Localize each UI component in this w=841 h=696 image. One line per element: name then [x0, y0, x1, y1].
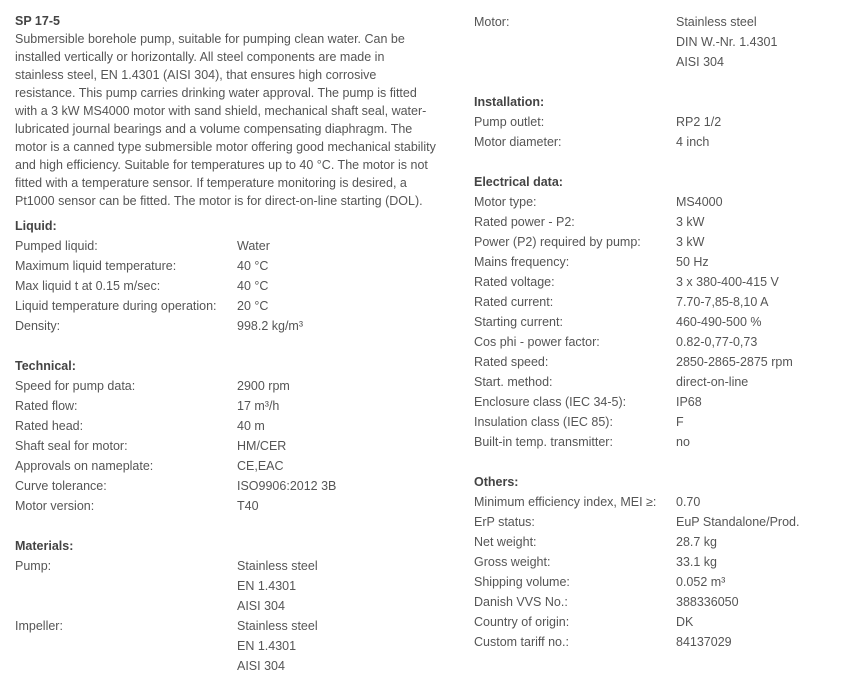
- spec-value: ISO9906:2012 3B: [237, 479, 337, 493]
- spec-value: 40 °C: [237, 279, 269, 293]
- spec-value: 4 inch: [676, 135, 710, 149]
- spec-row-motor-version: [15, 496, 455, 516]
- spec-value: HM/CER: [237, 439, 287, 453]
- spec-label: Cos phi - power factor:: [474, 335, 600, 349]
- spec-section-general: [474, 12, 834, 72]
- spec-value: 20 °C: [237, 299, 269, 313]
- spec-value: 460-490-500 %: [676, 315, 762, 329]
- spec-value: AISI 304: [676, 55, 724, 69]
- spec-value: Water: [237, 239, 270, 253]
- spec-label: Motor type:: [474, 195, 537, 209]
- spec-section-materials: [15, 536, 455, 676]
- spec-label: Insulation class (IEC 85):: [474, 415, 613, 429]
- spec-value: 3 kW: [676, 215, 705, 229]
- spec-values: [676, 592, 739, 612]
- spec-label: Country of origin:: [474, 615, 570, 629]
- spec-values: [237, 476, 336, 496]
- spec-row-custom-tariff-no: [474, 632, 834, 652]
- spec-value: 0.82-0,77-0,73: [676, 335, 758, 349]
- spec-row-maximum-liquid-temperature: [15, 256, 455, 276]
- spec-value: 84137029: [676, 635, 732, 649]
- left-spec-sections: [15, 216, 455, 676]
- spec-row-built-in-temp-transmitter: [474, 432, 834, 452]
- spec-value: 998.2 kg/m³: [237, 319, 304, 333]
- spec-section-electrical-data: [474, 172, 834, 452]
- spec-value: 2900 rpm: [237, 379, 290, 393]
- spec-section-installation: [474, 92, 834, 152]
- spec-label: Motor version:: [15, 499, 95, 513]
- spec-values: [676, 632, 732, 652]
- spec-row-curve-tolerance: [15, 476, 455, 496]
- spec-label: Rated flow:: [15, 399, 78, 413]
- spec-value: direct-on-line: [676, 375, 749, 389]
- spec-row-liquid-temperature-during-operation: [15, 296, 455, 316]
- spec-row-impeller: [15, 616, 455, 676]
- description-line: resistance. This pump carries drinking water approval. The pump is fitted: [15, 86, 417, 100]
- spec-row-max-liquid-t-at-0-15-m-sec: [15, 276, 455, 296]
- spec-label: Rated power - P2:: [474, 215, 575, 229]
- spec-value: Stainless steel: [676, 15, 757, 29]
- spec-label: Gross weight:: [474, 555, 551, 569]
- spec-row-speed-for-pump-data: [15, 376, 455, 396]
- spec-label: Pump outlet:: [474, 115, 545, 129]
- spec-value: 40 °C: [237, 259, 269, 273]
- spec-label: Shaft seal for motor:: [15, 439, 128, 453]
- spec-label: Approvals on nameplate:: [15, 459, 154, 473]
- spec-label: Starting current:: [474, 315, 563, 329]
- spec-label: Max liquid t at 0.15 m/sec:: [15, 279, 161, 293]
- product-description: [15, 30, 455, 210]
- spec-label: Motor:: [474, 15, 510, 29]
- spec-values: [237, 456, 284, 476]
- spec-row-rated-head: [15, 416, 455, 436]
- spec-values: [676, 432, 690, 452]
- description-line: stainless steel, EN 1.4301 (AISI 304), that ensures high corrosive: [15, 68, 377, 82]
- spec-value: DK: [676, 615, 694, 629]
- spec-value: 28.7 kg: [676, 535, 718, 549]
- spec-row-cos-phi-power-factor: [474, 332, 834, 352]
- spec-value: MS4000: [676, 195, 723, 209]
- product-title: SP 17-5: [15, 14, 60, 28]
- spec-values: [676, 492, 700, 512]
- spec-label: Power (P2) required by pump:: [474, 235, 641, 249]
- section-title: Materials:: [15, 539, 74, 553]
- spec-value: 3 kW: [676, 235, 705, 249]
- spec-label: Maximum liquid temperature:: [15, 259, 177, 273]
- spec-values: [676, 192, 723, 212]
- right-spec-sections: [474, 12, 834, 652]
- spec-label: Enclosure class (IEC 34-5):: [474, 395, 627, 409]
- spec-label: Impeller:: [15, 619, 63, 633]
- spec-row-shaft-seal-for-motor: [15, 436, 455, 456]
- spec-row-motor-type: [474, 192, 834, 212]
- spec-value: 388336050: [676, 595, 739, 609]
- spec-value: T40: [237, 499, 259, 513]
- spec-value: EN 1.4301: [237, 579, 297, 593]
- spec-values: [237, 376, 290, 396]
- spec-value: DIN W.-Nr. 1.4301: [676, 35, 778, 49]
- spec-value: 40 m: [237, 419, 265, 433]
- spec-values: [676, 292, 768, 312]
- spec-values: [676, 372, 748, 392]
- description-line: lubricated journal bearings and a volume compensating diaphragm. The: [15, 122, 413, 136]
- spec-label: Shipping volume:: [474, 575, 570, 589]
- spec-values: [676, 512, 799, 532]
- spec-row-minimum-efficiency-index-mei: [474, 492, 834, 512]
- spec-values: [237, 316, 303, 336]
- spec-value: 3 x 380-400-415 V: [676, 275, 779, 289]
- spec-label: Built-in temp. transmitter:: [474, 435, 613, 449]
- spec-row-gross-weight: [474, 552, 834, 572]
- spec-values: [676, 532, 717, 552]
- spec-row-power-p2-required-by-pump: [474, 232, 834, 252]
- spec-values: [676, 612, 693, 632]
- description-line: motor is a canned type submersible motor offering good mechanical stability: [15, 140, 436, 154]
- spec-value: IP68: [676, 395, 702, 409]
- spec-values: [237, 436, 286, 456]
- description-line: and high efficiency. Suitable for temperatures up to 40 °C. The motor is not: [15, 158, 428, 172]
- spec-row-danish-vvs-no: [474, 592, 834, 612]
- spec-row-pump-outlet: [474, 112, 834, 132]
- spec-value: 17 m³/h: [237, 399, 280, 413]
- spec-row-starting-current: [474, 312, 834, 332]
- right-column: [474, 12, 834, 672]
- spec-values: [237, 556, 318, 616]
- section-title: Liquid:: [15, 219, 57, 233]
- spec-row-pumped-liquid: [15, 236, 455, 256]
- spec-values: [676, 412, 684, 432]
- spec-values: [676, 132, 709, 152]
- spec-value: 0.052 m³: [676, 575, 726, 589]
- spec-row-rated-voltage: [474, 272, 834, 292]
- spec-value: F: [676, 415, 684, 429]
- spec-values: [676, 112, 721, 132]
- spec-value: AISI 304: [237, 599, 285, 613]
- spec-label: Rated head:: [15, 419, 84, 433]
- description-line: Pt1000 sensor can be fitted. The motor is for direct-on-line starting (DOL).: [15, 194, 423, 208]
- spec-values: [237, 276, 268, 296]
- left-column: [15, 12, 455, 696]
- spec-value: 50 Hz: [676, 255, 709, 269]
- spec-row-erp-status: [474, 512, 834, 532]
- spec-row-rated-current: [474, 292, 834, 312]
- spec-section-others: [474, 472, 834, 652]
- description-line: installed vertically or horizontally. All steel components are made in: [15, 50, 385, 64]
- section-title: Others:: [474, 475, 519, 489]
- description-line: fitted with a temperature sensor. If temperature monitoring is desired, a: [15, 176, 407, 190]
- spec-values: [676, 312, 761, 332]
- description-line: Submersible borehole pump, suitable for pumping clean water. Can be: [15, 32, 405, 46]
- spec-values: [237, 296, 268, 316]
- spec-value: Stainless steel: [237, 559, 318, 573]
- spec-label: Pumped liquid:: [15, 239, 98, 253]
- spec-label: Mains frequency:: [474, 255, 570, 269]
- spec-value: RP2 1/2: [676, 115, 722, 129]
- spec-values: [676, 352, 793, 372]
- spec-value: 2850-2865-2875 rpm: [676, 355, 793, 369]
- spec-label: Curve tolerance:: [15, 479, 107, 493]
- spec-row-pump: [15, 556, 455, 616]
- spec-values: [676, 392, 702, 412]
- spec-values: [676, 552, 717, 572]
- spec-value: 33.1 kg: [676, 555, 718, 569]
- section-title: Technical:: [15, 359, 76, 373]
- spec-label: Danish VVS No.:: [474, 595, 568, 609]
- spec-row-density: [15, 316, 455, 336]
- spec-label: Net weight:: [474, 535, 537, 549]
- spec-row-rated-speed: [474, 352, 834, 372]
- spec-values: [676, 572, 725, 592]
- spec-values: [676, 332, 757, 352]
- spec-row-enclosure-class-iec-34-5: [474, 392, 834, 412]
- spec-values: [237, 616, 318, 676]
- spec-values: [676, 232, 704, 252]
- spec-label: Start. method:: [474, 375, 553, 389]
- spec-values: [237, 416, 265, 436]
- spec-label: Rated voltage:: [474, 275, 555, 289]
- spec-values: [237, 496, 259, 516]
- spec-row-net-weight: [474, 532, 834, 552]
- spec-value: 7.70-7,85-8,10 A: [676, 295, 769, 309]
- spec-values: [237, 396, 279, 416]
- section-title: Installation:: [474, 95, 545, 109]
- spec-label: Density:: [15, 319, 61, 333]
- spec-label: Pump:: [15, 559, 52, 573]
- spec-value: no: [676, 435, 690, 449]
- section-title: Electrical data:: [474, 175, 563, 189]
- spec-values: [237, 236, 270, 256]
- spec-section-technical: [15, 356, 455, 516]
- spec-label: Motor diameter:: [474, 135, 562, 149]
- spec-values: [676, 212, 704, 232]
- spec-row-shipping-volume: [474, 572, 834, 592]
- spec-values: [676, 252, 709, 272]
- spec-row-start-method: [474, 372, 834, 392]
- spec-row-country-of-origin: [474, 612, 834, 632]
- spec-label: Custom tariff no.:: [474, 635, 569, 649]
- spec-values: [676, 272, 779, 292]
- spec-row-approvals-on-nameplate: [15, 456, 455, 476]
- description-line: with a 3 kW MS4000 motor with sand shield, mechanical shaft seal, water-: [15, 104, 427, 118]
- spec-value: CE,EAC: [237, 459, 284, 473]
- spec-values: [237, 256, 268, 276]
- spec-value: Stainless steel: [237, 619, 318, 633]
- spec-row-motor-diameter: [474, 132, 834, 152]
- spec-label: Speed for pump data:: [15, 379, 136, 393]
- spec-value: AISI 304: [237, 659, 285, 673]
- spec-label: Rated current:: [474, 295, 554, 309]
- spec-row-rated-flow: [15, 396, 455, 416]
- spec-row-rated-power-p2: [474, 212, 834, 232]
- spec-label: ErP status:: [474, 515, 535, 529]
- spec-label: Rated speed:: [474, 355, 549, 369]
- spec-value: 0.70: [676, 495, 701, 509]
- spec-row-insulation-class-iec-85: [474, 412, 834, 432]
- spec-value: EN 1.4301: [237, 639, 297, 653]
- spec-label: Liquid temperature during operation:: [15, 299, 217, 313]
- spec-row-motor: [474, 12, 834, 72]
- spec-value: EuP Standalone/Prod.: [676, 515, 800, 529]
- spec-row-mains-frequency: [474, 252, 834, 272]
- spec-section-liquid: [15, 216, 455, 336]
- spec-label: Minimum efficiency index, MEI ≥:: [474, 495, 657, 509]
- spec-values: [676, 12, 777, 72]
